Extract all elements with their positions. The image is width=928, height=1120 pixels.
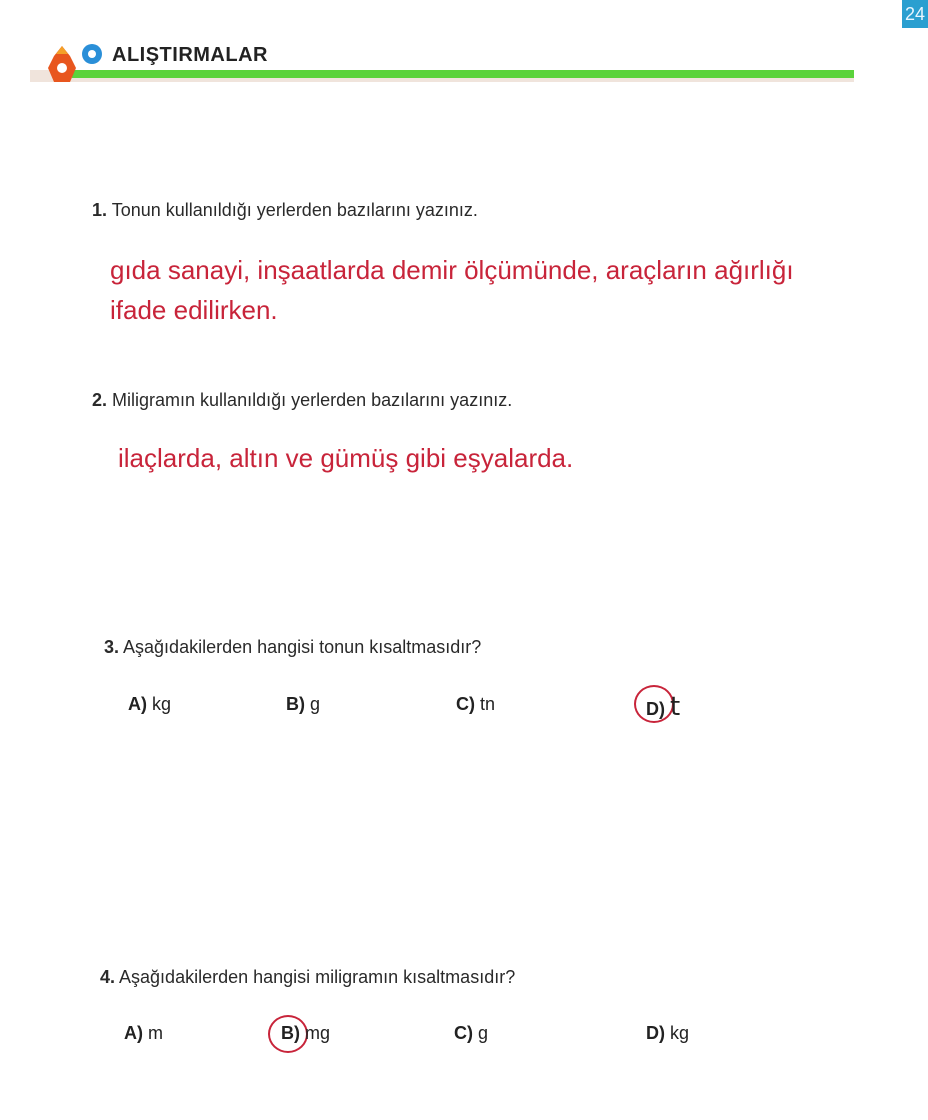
q4-option-a[interactable]: A) m <box>124 1023 164 1043</box>
q4-option-b[interactable]: B) mg <box>281 1023 331 1043</box>
answer-1-line-2: ifade edilirken. <box>110 295 278 325</box>
header-green-bar <box>72 70 854 78</box>
answer-2: ilaçlarda, altın ve gümüş gibi eşyalarda. <box>118 443 574 473</box>
q4-option-c[interactable]: C) g <box>454 1023 489 1043</box>
answer-1-line-1: gıda sanayi, inşaatlarda demir ölçümünde, araçların ağırlığı <box>110 255 794 285</box>
page-number: 24 <box>902 0 928 28</box>
section-title: ALIŞTIRMALAR <box>112 44 268 66</box>
question-2: 2. Miligramın kullanıldığı yerlerden bazılarını yazınız. <box>92 390 513 410</box>
q3-option-a[interactable]: A) kg <box>128 694 172 714</box>
gears-icon <box>40 38 110 88</box>
q4-option-d[interactable]: D) kg <box>646 1023 690 1043</box>
q3-option-c[interactable]: C) tn <box>456 694 496 714</box>
q3-option-d[interactable]: D) t <box>646 692 681 722</box>
question-3: 3. Aşağıdakilerden hangisi tonun kısaltmasıdır? <box>104 637 482 657</box>
question-4: 4. Aşağıdakilerden hangisi miligramın kısaltmasıdır? <box>100 967 516 987</box>
q3-option-b[interactable]: B) g <box>286 694 321 714</box>
question-1: 1. Tonun kullanıldığı yerlerden bazılarını yazınız. <box>92 200 478 220</box>
